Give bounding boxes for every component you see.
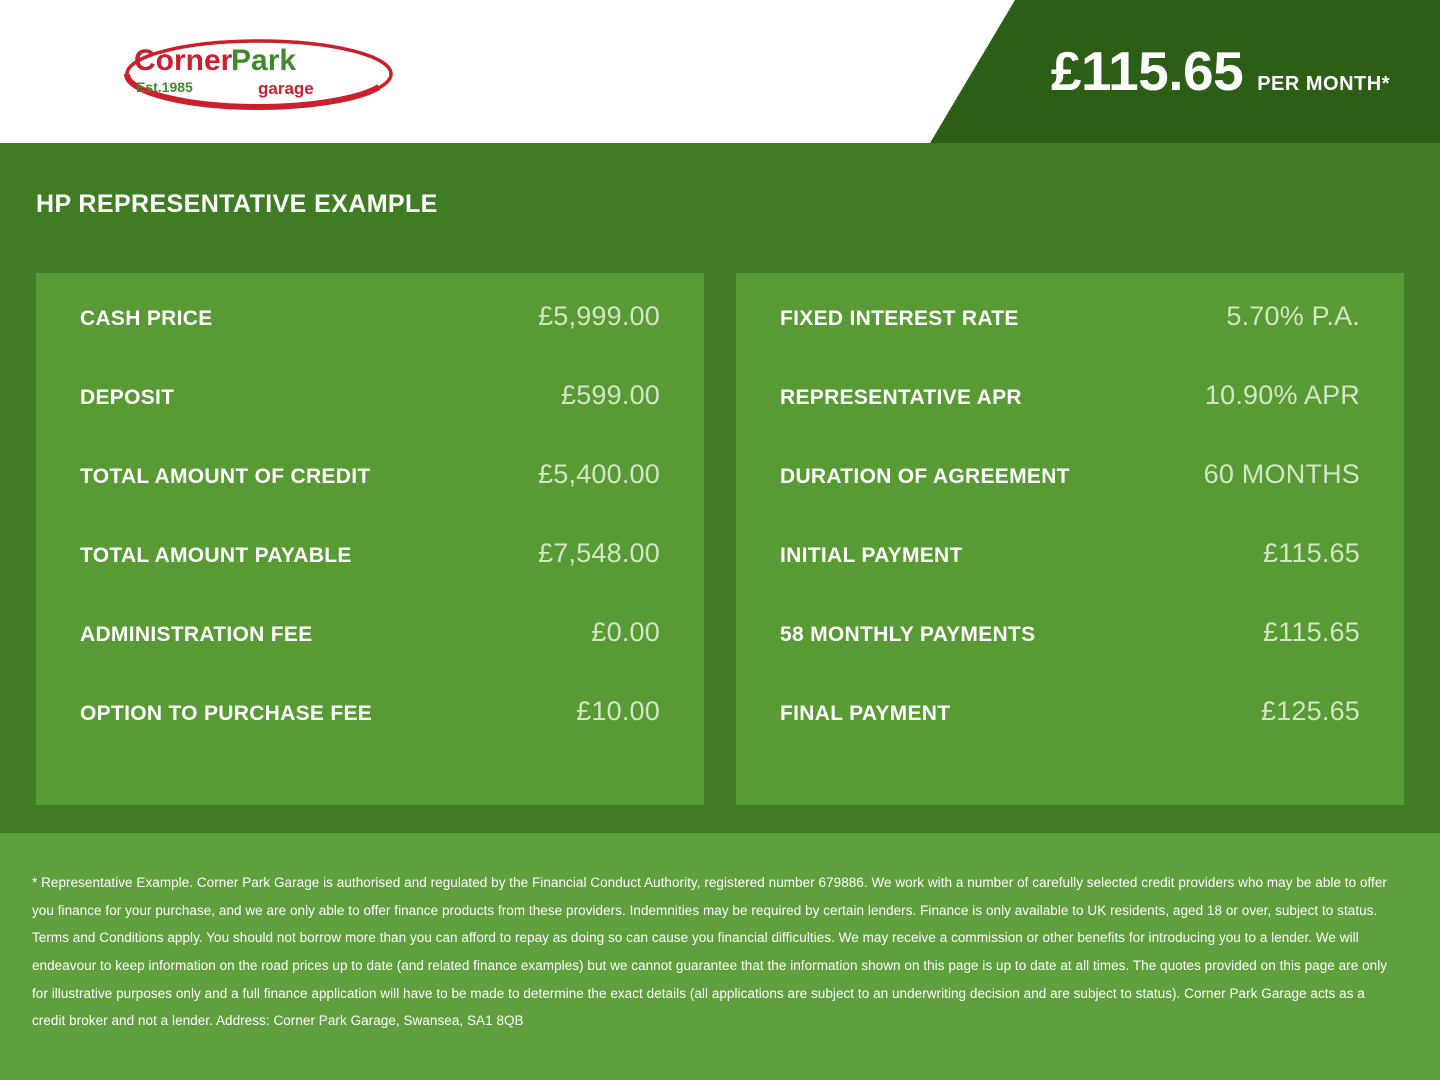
row-label: 58 MONTHLY PAYMENTS xyxy=(780,623,1036,646)
row-value: 5.70% P.A. xyxy=(1226,301,1360,331)
row-value: £7,548.00 xyxy=(538,538,660,568)
svg-text:garage: garage xyxy=(258,79,314,98)
row-value: 10.90% APR xyxy=(1204,380,1360,410)
disclaimer-text: * Representative Example. Corner Park Garage is authorised and regulated by the Financial Conduct Authority, registered number 679886. We work with a number of carefully selected credit providers who may be able to offer you finance for your purchase, and we are only able to offer finance products from these providers. Indemnities may be required by certain lenders. Finance is only available to UK residents, aged 18 or over, subject to status. Terms and Conditions apply. You should not borrow more than you can afford to repay as doing so can cause you financial difficulties. We may receive a commission or other benefits for introducing you to a lender. We will endeavour to keep information on the road prices up to date (and related finance examples) but we cannot guarantee that the information shown on this page is up to date at all times. The quotes provided on this page are only for illustrative purposes only and a full finance application will have to be made to determine the exact details (all applications are subject to an underwriting decision and are subject to status). Corner Park Garage acts as a credit broker and not a lender. Address: Corner Park Garage, Swansea, SA1 8QB xyxy=(32,875,1388,1029)
row-label: OPTION TO PURCHASE FEE xyxy=(80,702,373,725)
svg-text:Park: Park xyxy=(231,44,297,77)
row-label: REPRESENTATIVE APR xyxy=(780,386,1022,409)
left-details-panel xyxy=(36,273,704,805)
table-row xyxy=(80,538,660,617)
table-row xyxy=(780,617,1360,696)
svg-text:Est.1985: Est.1985 xyxy=(136,79,193,95)
monthly-price-amount: £115.65 xyxy=(1050,40,1244,102)
table-row xyxy=(780,696,1360,775)
example-panels xyxy=(36,273,1404,805)
row-label: ADMINISTRATION FEE xyxy=(80,623,313,646)
row-label: TOTAL AMOUNT PAYABLE xyxy=(80,544,352,567)
row-value: £5,400.00 xyxy=(538,459,660,489)
row-value: £115.65 xyxy=(1263,538,1360,568)
table-row xyxy=(80,380,660,459)
right-details-panel xyxy=(736,273,1404,805)
table-row xyxy=(80,459,660,538)
row-value: 60 MONTHS xyxy=(1203,459,1360,489)
row-value: £5,999.00 xyxy=(538,301,660,331)
monthly-price-block xyxy=(1050,40,1390,102)
table-row xyxy=(780,538,1360,617)
table-row xyxy=(780,301,1360,380)
table-row xyxy=(80,696,660,775)
footer-disclaimer-area xyxy=(0,833,1440,1080)
corner-park-garage-logo xyxy=(124,32,394,112)
table-row xyxy=(80,301,660,380)
row-value: £115.65 xyxy=(1263,617,1360,647)
main-content xyxy=(0,143,1440,833)
row-label: DURATION OF AGREEMENT xyxy=(780,465,1070,488)
row-label: FIXED INTEREST RATE xyxy=(780,307,1019,330)
row-label: DEPOSIT xyxy=(80,386,175,409)
row-label: TOTAL AMOUNT OF CREDIT xyxy=(80,465,371,488)
table-row xyxy=(80,617,660,696)
page-header xyxy=(0,0,1440,143)
page-title: HP REPRESENTATIVE EXAMPLE xyxy=(36,190,438,218)
row-value: £599.00 xyxy=(561,380,660,410)
svg-text:Corner: Corner xyxy=(134,44,233,77)
row-label: INITIAL PAYMENT xyxy=(780,544,963,567)
row-label: CASH PRICE xyxy=(80,307,213,330)
table-row xyxy=(780,380,1360,459)
row-value: £0.00 xyxy=(591,617,660,647)
row-value: £125.65 xyxy=(1261,696,1360,726)
row-value: £10.00 xyxy=(576,696,660,726)
monthly-price-period: PER MONTH* xyxy=(1257,73,1390,95)
row-label: FINAL PAYMENT xyxy=(780,702,951,725)
table-row xyxy=(780,459,1360,538)
